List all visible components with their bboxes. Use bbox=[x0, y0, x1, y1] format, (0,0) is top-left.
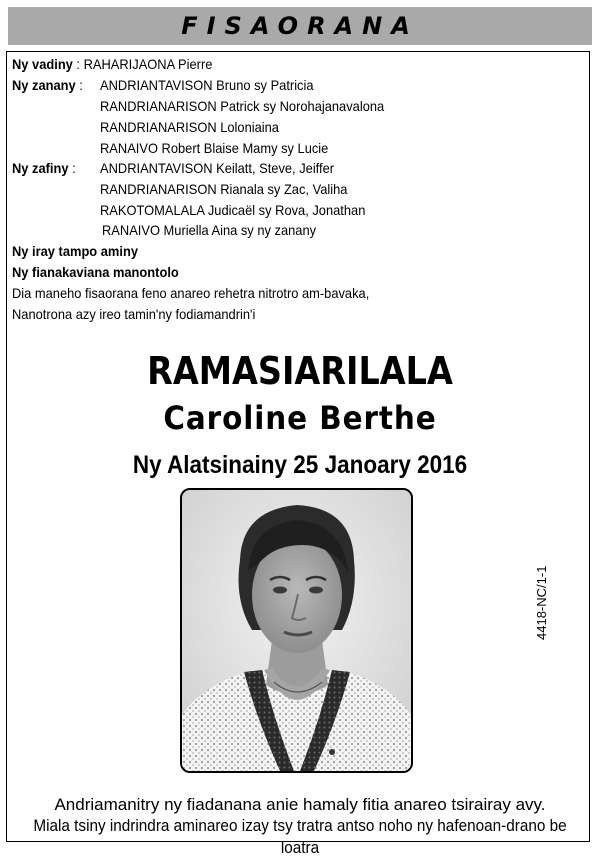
zafiny-separator: : bbox=[68, 160, 76, 176]
fianakaviana-line: Ny fianakaviana manontolo bbox=[12, 264, 179, 280]
zafiny-item: RANDRIANARISON Rianala sy Zac, Valiha bbox=[100, 181, 348, 197]
footer-apology: Miala tsiny indrindra aminareo izay tsy tratra antso noho ny hafenoan-drano be loatra bbox=[33, 816, 567, 857]
zanany-separator: : bbox=[75, 77, 83, 93]
vadiny-line bbox=[12, 55, 212, 73]
header-banner bbox=[8, 7, 592, 45]
zafiny-label-line bbox=[12, 159, 76, 177]
iray-tampo-line: Ny iray tampo aminy bbox=[12, 243, 138, 259]
page-title: FISAORANA bbox=[181, 12, 419, 40]
passing-date: Ny Alatsinainy 25 Janoary 2016 bbox=[132, 451, 468, 479]
message-line: Nanotrona azy ireo tamin'ny fodiamandrin'i bbox=[12, 306, 256, 322]
message-line: Dia maneho fisaorana feno anareo rehetra nitrotro am-bavaka, bbox=[12, 285, 370, 301]
reference-code: 4418-NC/1-1 bbox=[534, 565, 549, 640]
vadiny-label: Ny vadiny bbox=[12, 56, 73, 72]
zafiny-item: RANAIVO Muriella Aina sy ny zanany bbox=[102, 222, 317, 238]
footer-blessing: Andriamanitry ny fiadanana anie hamaly fitia anareo tsirairay avy. bbox=[54, 795, 546, 814]
zanany-item: RANAIVO Robert Blaise Mamy sy Lucie bbox=[100, 140, 329, 156]
vadiny-name: : RAHARIJAONA Pierre bbox=[72, 56, 213, 72]
zanany-label-line bbox=[12, 76, 83, 94]
zafiny-item: RAKOTOMALALA Judicaël sy Rova, Jonathan bbox=[100, 202, 366, 218]
zafiny-label: Ny zafiny bbox=[12, 160, 69, 176]
zanany-item: RANDRIANARISON Patrick sy Norohajanavalona bbox=[100, 98, 385, 114]
zanany-label: Ny zanany bbox=[12, 77, 76, 93]
zafiny-item: ANDRIANTAVISON Keilatt, Steve, Jeiffer bbox=[100, 160, 335, 176]
zanany-item: ANDRIANTAVISON Bruno sy Patricia bbox=[100, 77, 314, 93]
zanany-item: RANDRIANARISON Loloniaina bbox=[100, 119, 279, 135]
deceased-last-name: RAMASIARILALA bbox=[147, 349, 453, 393]
deceased-first-names: Caroline Berthe bbox=[163, 399, 437, 437]
portrait-photo bbox=[180, 488, 413, 773]
